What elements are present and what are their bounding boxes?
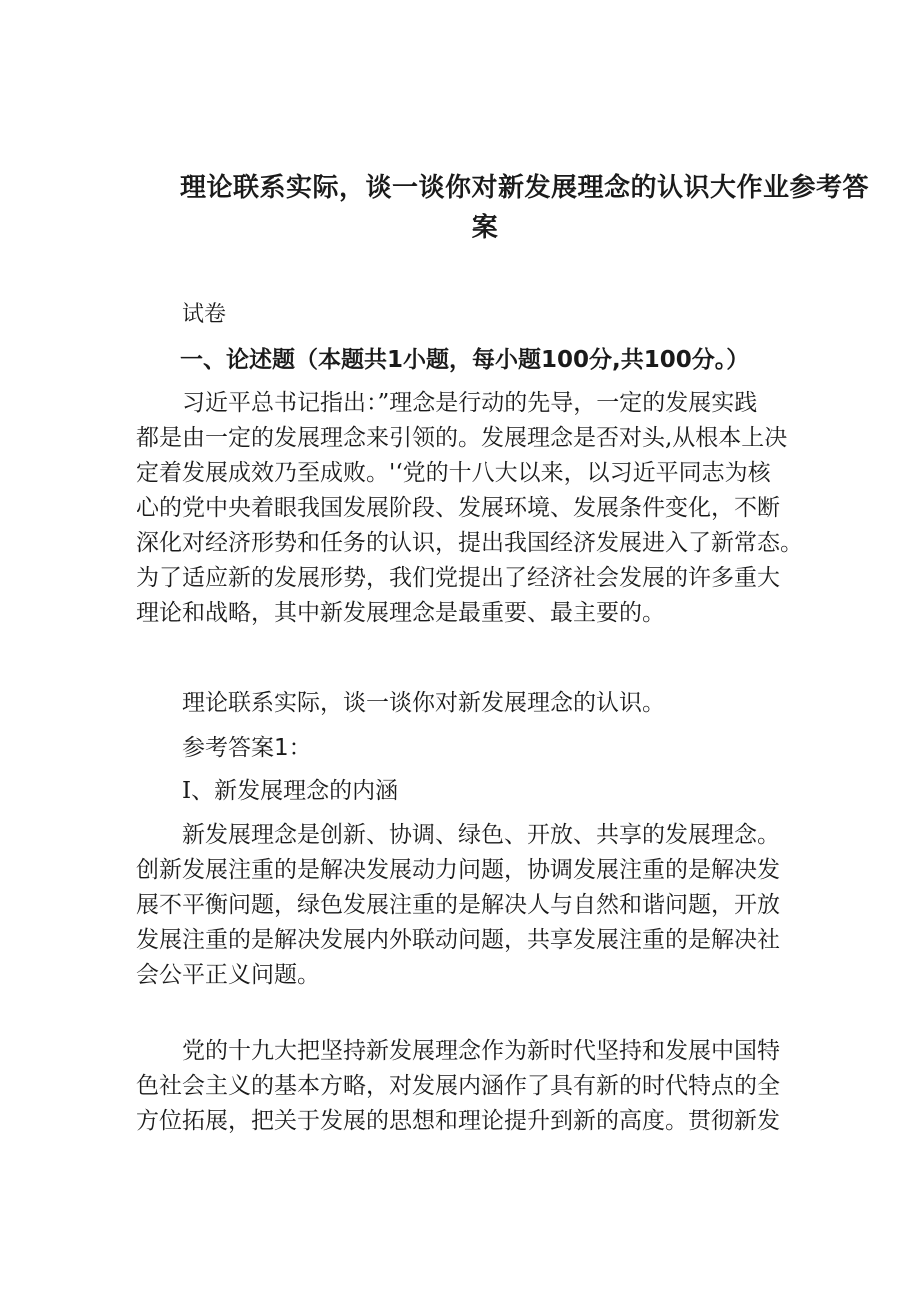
answer-paragraph — [136, 1034, 786, 1139]
text-line: 参考答案1： — [182, 735, 312, 761]
answer-paragraph — [136, 818, 786, 993]
text-line: 理论和战略，其中新发展理念是最重要、最主要的。 — [136, 600, 665, 626]
text-line: 定着发展成效乃至成败。'‘党的十八大以来，以习近平同志为核 — [136, 460, 771, 486]
text-line: 党的十九大把坚持新发展理念作为新时代坚持和发展中国特 — [182, 1038, 780, 1064]
text-line: 发展注重的是解决发展内外联动问题，共享发展注重的是解决社 — [136, 927, 780, 953]
text-line: 深化对经济形势和任务的认识，提出我国经济发展进入了新常态。 — [136, 530, 803, 556]
answer-subheading — [136, 774, 786, 809]
text-line: 展不平衡问题，绿色发展注重的是解决人与自然和谐问题，开放 — [136, 892, 780, 918]
question-heading: 一、论述题（本题共1小题，每小题100分,共100分。） — [180, 347, 750, 373]
section-label: 试卷 — [182, 302, 227, 327]
text-line: 方位拓展，把关于发展的思想和理论提升到新的高度。贯彻新发 — [136, 1108, 780, 1134]
text-line: 色社会主义的基本方略，对发展内涵作了具有新的时代特点的全 — [136, 1073, 780, 1099]
text-line: 心的党中央着眼我国发展阶段、发展环境、发展条件变化，不断 — [136, 495, 780, 521]
text-line: 会公平正义问题。 — [136, 962, 320, 988]
question-prompt — [136, 686, 786, 721]
answer-label — [136, 731, 786, 766]
title-line: 案 — [471, 213, 499, 243]
document-title — [180, 168, 870, 248]
text-line: 理论联系实际，谈一谈你对新发展理念的认识。 — [182, 690, 665, 716]
text-line: 新发展理念是创新、协调、绿色、开放、共享的发展理念。 — [182, 822, 780, 848]
title-line: 理论联系实际，谈一谈你对新发展理念的认识大作业参考答 — [180, 173, 870, 203]
text-line: 习近平总书记指出：”理念是行动的先导，一定的发展实践 — [182, 390, 758, 416]
question-paragraph — [136, 386, 803, 631]
text-line: I、新发展理念的内涵 — [182, 778, 399, 804]
text-line: 都是由一定的发展理念来引领的。发展理念是否对头,从根本上决 — [136, 425, 788, 451]
text-line: 创新发展注重的是解决发展动力问题，协调发展注重的是解决发 — [136, 857, 780, 883]
text-line: 为了适应新的发展形势，我们党提出了经济社会发展的许多重大 — [136, 565, 780, 591]
